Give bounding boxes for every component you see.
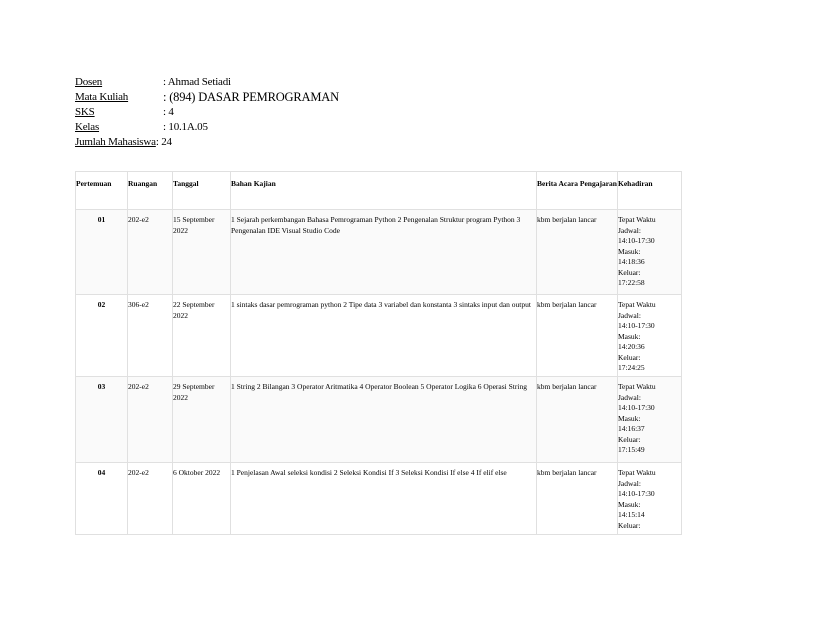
kehadiran-keluar-value: 17:24:25 — [618, 363, 645, 372]
table-row — [76, 210, 682, 295]
cell-bahan-kajian: 1 Sejarah perkembangan Bahasa Pemrograman Python 2 Pengenalan Struktur program Python 3 Pengenalan IDE Visual Studio Code — [231, 210, 537, 295]
sks-row — [75, 105, 339, 120]
kehadiran-keluar-label: Keluar: — [618, 520, 641, 530]
cell-ruangan: 306-e2 — [128, 295, 173, 377]
kehadiran-masuk-label: Masuk: — [618, 246, 641, 256]
kehadiran-masuk-value: 14:15:14 — [618, 510, 645, 519]
dosen-row — [75, 75, 339, 90]
kehadiran-jadwal-label: Jadwal: — [618, 310, 641, 320]
table-row — [76, 463, 682, 535]
kehadiran-jadwal-value: 14:10-17:30 — [618, 489, 655, 498]
dosen-value: : Ahmad Setiadi — [163, 76, 231, 88]
cell-ruangan: 202-e2 — [128, 463, 173, 535]
kehadiran-status: Tepat Waktu — [618, 382, 656, 391]
cell-pertemuan: 04 — [76, 463, 128, 535]
sks-value: : 4 — [163, 106, 174, 118]
kehadiran-masuk-label: Masuk: — [618, 413, 641, 423]
kehadiran-masuk-label: Masuk: — [618, 499, 641, 509]
cell-kehadiran — [618, 295, 682, 377]
cell-berita-acara: kbm berjalan lancar — [537, 377, 618, 463]
cell-bahan-kajian: 1 String 2 Bilangan 3 Operator Aritmatika 4 Operator Boolean 5 Operator Logika 6 Operasi String — [231, 377, 537, 463]
kehadiran-keluar-label: Keluar: — [618, 267, 641, 277]
matkul-value: : (894) DASAR PEMROGRAMAN — [163, 90, 339, 104]
kelas-value: : 10.1A.05 — [163, 121, 208, 133]
header-ruangan: Ruangan — [128, 172, 173, 210]
course-info — [75, 75, 339, 150]
kehadiran-status: Tepat Waktu — [618, 215, 656, 224]
kehadiran-jadwal-label: Jadwal: — [618, 478, 641, 488]
cell-bahan-kajian: 1 sintaks dasar pemrograman python 2 Tipe data 3 variabel dan konstanta 3 sintaks input dan output — [231, 295, 537, 377]
cell-berita-acara: kbm berjalan lancar — [537, 210, 618, 295]
kehadiran-jadwal-label: Jadwal: — [618, 225, 641, 235]
kehadiran-status: Tepat Waktu — [618, 468, 656, 477]
header-kehadiran: Kehadiran — [618, 172, 682, 210]
jumlah-row — [75, 135, 339, 150]
cell-berita-acara: kbm berjalan lancar — [537, 295, 618, 377]
cell-pertemuan: 03 — [76, 377, 128, 463]
kehadiran-keluar-value: 17:15:49 — [618, 445, 645, 454]
kehadiran-jadwal-value: 14:10-17:30 — [618, 403, 655, 412]
matkul-label: Mata Kuliah — [75, 91, 129, 103]
table-row — [76, 377, 682, 463]
header-bahan-kajian: Bahan Kajian — [231, 172, 537, 210]
jumlah-label: Jumlah Mahasiswa — [75, 136, 156, 148]
kehadiran-masuk-value: 14:20:36 — [618, 342, 645, 351]
table-row — [76, 295, 682, 377]
kehadiran-jadwal-value: 14:10-17:30 — [618, 236, 655, 245]
table-header-row — [76, 172, 682, 210]
sks-label: SKS — [75, 106, 95, 118]
jumlah-value: : 24 — [155, 136, 172, 148]
attendance-table — [75, 171, 682, 535]
cell-pertemuan: 02 — [76, 295, 128, 377]
header-tanggal: Tanggal — [173, 172, 231, 210]
matkul-row — [75, 90, 339, 105]
cell-kehadiran — [618, 463, 682, 535]
kelas-row — [75, 120, 339, 135]
kehadiran-masuk-label: Masuk: — [618, 331, 641, 341]
cell-berita-acara: kbm berjalan lancar — [537, 463, 618, 535]
cell-pertemuan: 01 — [76, 210, 128, 295]
header-pertemuan: Pertemuan — [76, 172, 128, 210]
kehadiran-keluar-value: 17:22:58 — [618, 278, 645, 287]
kelas-label: Kelas — [75, 121, 100, 133]
header-berita-acara: Berita Acara Pengajaran — [537, 172, 618, 210]
kehadiran-jadwal-label: Jadwal: — [618, 392, 641, 402]
cell-bahan-kajian: 1 Penjelasan Awal seleksi kondisi 2 Seleksi Kondisi If 3 Seleksi Kondisi If else 4 If elif else — [231, 463, 537, 535]
kehadiran-keluar-label: Keluar: — [618, 434, 641, 444]
cell-tanggal: 6 Oktober 2022 — [173, 463, 231, 535]
kehadiran-keluar-label: Keluar: — [618, 352, 641, 362]
kehadiran-masuk-value: 14:16:37 — [618, 424, 645, 433]
cell-ruangan: 202-e2 — [128, 210, 173, 295]
cell-tanggal: 15 September 2022 — [173, 210, 231, 295]
cell-kehadiran — [618, 210, 682, 295]
kehadiran-jadwal-value: 14:10-17:30 — [618, 321, 655, 330]
cell-kehadiran — [618, 377, 682, 463]
kehadiran-masuk-value: 14:18:36 — [618, 257, 645, 266]
cell-tanggal: 29 September 2022 — [173, 377, 231, 463]
dosen-label: Dosen — [75, 76, 103, 88]
cell-tanggal: 22 September 2022 — [173, 295, 231, 377]
kehadiran-status: Tepat Waktu — [618, 300, 656, 309]
cell-ruangan: 202-e2 — [128, 377, 173, 463]
